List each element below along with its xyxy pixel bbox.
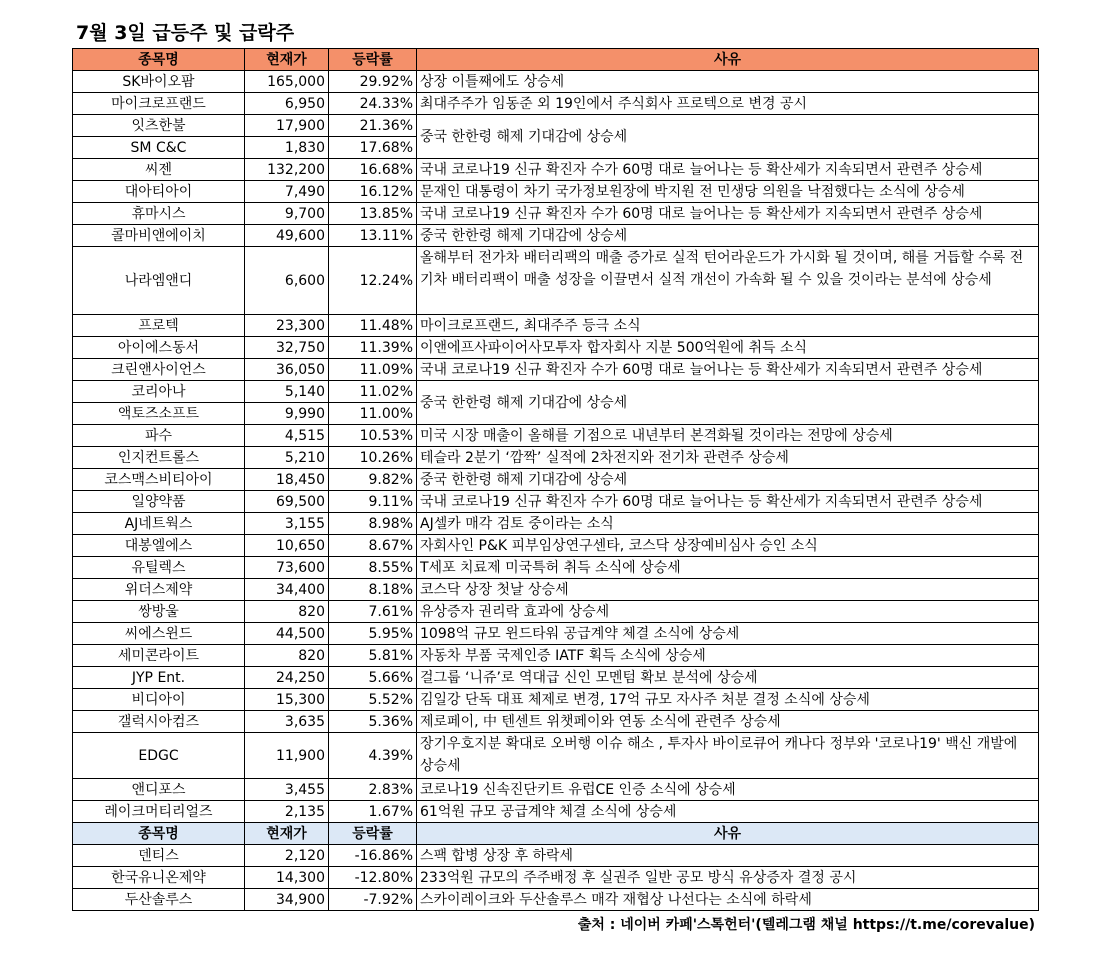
stock-price: 36,050	[245, 359, 329, 381]
stock-name: SK바이오팜	[73, 71, 245, 93]
stock-change: 13.11%	[329, 225, 417, 247]
stock-price: 3,635	[245, 711, 329, 733]
table-row	[73, 359, 1039, 381]
stock-reason: T세포 치료제 미국특허 취득 소식에 상승세	[417, 557, 1039, 579]
stock-change: 16.12%	[329, 181, 417, 203]
table-row	[73, 733, 1039, 779]
table-row	[73, 159, 1039, 181]
stock-name: 대아티아이	[73, 181, 245, 203]
stock-reason: 자회사인 P&K 피부임상연구센타, 코스닥 상장예비심사 승인 소식	[417, 535, 1039, 557]
table-row	[73, 645, 1039, 667]
table-row	[73, 425, 1039, 447]
stock-price: 15,300	[245, 689, 329, 711]
stock-reason: 김일강 단독 대표 체제로 변경, 17억 규모 자사주 처분 결정 소식에 상승세	[417, 689, 1039, 711]
header-name: 종목명	[73, 49, 245, 71]
stock-change: 5.95%	[329, 623, 417, 645]
stock-name: 코리아나	[73, 381, 245, 403]
stock-price: 3,155	[245, 513, 329, 535]
table-row	[73, 513, 1039, 535]
stock-name: 세미콘라이트	[73, 645, 245, 667]
stock-name: 인지컨트롤스	[73, 447, 245, 469]
stock-change: 12.24%	[329, 247, 417, 315]
stock-reason: 중국 한한령 해제 기대감에 상승세	[417, 381, 1039, 425]
stock-change: 11.00%	[329, 403, 417, 425]
stock-name: 한국유니온제약	[73, 867, 245, 889]
stock-change: 5.36%	[329, 711, 417, 733]
header-price: 현재가	[245, 49, 329, 71]
stock-name: 액토즈소프트	[73, 403, 245, 425]
stock-price: 9,700	[245, 203, 329, 225]
stock-reason: 걸그룹 ‘니쥬’로 역대급 신인 모멘텀 확보 분석에 상승세	[417, 667, 1039, 689]
stock-price: 44,500	[245, 623, 329, 645]
table-row	[73, 689, 1039, 711]
stock-price: 69,500	[245, 491, 329, 513]
stock-price: 5,210	[245, 447, 329, 469]
stock-reason: 마이크로프랜드, 최대주주 등극 소식	[417, 315, 1039, 337]
table-row	[73, 889, 1039, 911]
header-change: 등락률	[329, 49, 417, 71]
table-row	[73, 447, 1039, 469]
stock-price: 34,900	[245, 889, 329, 911]
stock-change: 24.33%	[329, 93, 417, 115]
stock-price: 24,250	[245, 667, 329, 689]
stock-price: 6,600	[245, 247, 329, 315]
stock-reason: 제로페이, 中 텐센트 위챗페이와 연동 소식에 관련주 상승세	[417, 711, 1039, 733]
stock-price: 3,455	[245, 779, 329, 801]
stock-name: 일양약품	[73, 491, 245, 513]
stock-change: 9.82%	[329, 469, 417, 491]
stock-change: 17.68%	[329, 137, 417, 159]
stock-price: 32,750	[245, 337, 329, 359]
table-row	[73, 667, 1039, 689]
table-row	[73, 779, 1039, 801]
stock-change: 10.53%	[329, 425, 417, 447]
stock-change: 11.39%	[329, 337, 417, 359]
stock-price: 2,120	[245, 845, 329, 867]
stock-change: 2.83%	[329, 779, 417, 801]
stock-change: 8.67%	[329, 535, 417, 557]
table-row	[73, 93, 1039, 115]
stock-change: 11.09%	[329, 359, 417, 381]
stock-reason: 유상증자 권리락 효과에 상승세	[417, 601, 1039, 623]
page-title: 7월 3일 급등주 및 급락주	[76, 22, 295, 44]
stock-change: 5.81%	[329, 645, 417, 667]
stock-price: 5,140	[245, 381, 329, 403]
table-row	[73, 711, 1039, 733]
stock-reason: 올해부터 전가차 배터리팩의 매출 증가로 실적 턴어라운드가 가시화 될 것이며, 해를 거듭할 수록 전기차 배터리팩이 매출 성장을 이끌면서 실적 개선이 가속화 될 수 있을 것이라는 분석에 상승세	[417, 247, 1039, 315]
stock-change: 7.61%	[329, 601, 417, 623]
stock-reason: 국내 코로나19 신규 확진자 수가 60명 대로 늘어나는 등 확산세가 지속되면서 관련주 상승세	[417, 159, 1039, 181]
stock-change: -12.80%	[329, 867, 417, 889]
table-row	[73, 579, 1039, 601]
stock-name: 씨젠	[73, 159, 245, 181]
stock-price: 10,650	[245, 535, 329, 557]
losers-header-row	[73, 823, 1039, 845]
table-row	[73, 203, 1039, 225]
table-row	[73, 623, 1039, 645]
gainers-header-row	[73, 49, 1039, 71]
stock-price: 73,600	[245, 557, 329, 579]
stock-reason: 중국 한한령 해제 기대감에 상승세	[417, 225, 1039, 247]
stock-name: 잇츠한불	[73, 115, 245, 137]
table-row	[73, 867, 1039, 889]
stock-price: 18,450	[245, 469, 329, 491]
stock-price: 11,900	[245, 733, 329, 779]
stock-reason: 문재인 대통령이 차기 국가정보원장에 박지원 전 민생당 의원을 낙점했다는 소식에 상승세	[417, 181, 1039, 203]
stock-change: -16.86%	[329, 845, 417, 867]
stock-reason: 장기우호지분 확대로 오버행 이슈 해소 , 투자사 바이로큐어 캐나다 정부와 '코로나19' 백신 개발에 상승세	[417, 733, 1039, 779]
stock-change: 10.26%	[329, 447, 417, 469]
stock-name: 위더스제약	[73, 579, 245, 601]
stock-reason: AJ셀카 매각 검토 중이라는 소식	[417, 513, 1039, 535]
stock-name: 앤디포스	[73, 779, 245, 801]
stock-change: 5.66%	[329, 667, 417, 689]
table-row	[73, 225, 1039, 247]
table-row	[73, 469, 1039, 491]
table-row	[73, 557, 1039, 579]
stock-reason: 상장 이틀째에도 상승세	[417, 71, 1039, 93]
stock-reason: 미국 시장 매출이 올해를 기점으로 내년부터 본격화될 것이라는 전망에 상승세	[417, 425, 1039, 447]
stock-name: 갤럭시아컴즈	[73, 711, 245, 733]
table-row	[73, 181, 1039, 203]
stock-name: 휴마시스	[73, 203, 245, 225]
table-row	[73, 601, 1039, 623]
stock-name: 두산솔루스	[73, 889, 245, 911]
stock-change: -7.92%	[329, 889, 417, 911]
table-row	[73, 535, 1039, 557]
stock-price: 34,400	[245, 579, 329, 601]
stock-reason: 스카이레이크와 두산솔루스 매각 재협상 나선다는 소식에 하락세	[417, 889, 1039, 911]
stock-reason: 국내 코로나19 신규 확진자 수가 60명 대로 늘어나는 등 확산세가 지속되면서 관련주 상승세	[417, 491, 1039, 513]
stock-price: 23,300	[245, 315, 329, 337]
stock-name: AJ네트웍스	[73, 513, 245, 535]
stock-price: 49,600	[245, 225, 329, 247]
stock-name: 나라엠앤디	[73, 247, 245, 315]
table-row	[73, 315, 1039, 337]
stock-reason: 233억원 규모의 주주배정 후 실권주 일반 공모 방식 유상증자 결정 공시	[417, 867, 1039, 889]
stock-price: 165,000	[245, 71, 329, 93]
stock-name: SM C&C	[73, 137, 245, 159]
stock-price: 4,515	[245, 425, 329, 447]
stock-reason: 스팩 합병 상장 후 하락세	[417, 845, 1039, 867]
stock-change: 13.85%	[329, 203, 417, 225]
stock-name: 코스맥스비티아이	[73, 469, 245, 491]
stock-change: 16.68%	[329, 159, 417, 181]
stock-name: JYP Ent.	[73, 667, 245, 689]
stock-reason: 이앤에프사파이어사모투자 합자회사 지분 500억원에 취득 소식	[417, 337, 1039, 359]
stock-change: 21.36%	[329, 115, 417, 137]
stock-price: 1,830	[245, 137, 329, 159]
stock-price: 132,200	[245, 159, 329, 181]
stock-name: 프로텍	[73, 315, 245, 337]
stock-price: 7,490	[245, 181, 329, 203]
stock-change: 8.18%	[329, 579, 417, 601]
stock-reason: 코스닥 상장 첫날 상승세	[417, 579, 1039, 601]
stock-price: 820	[245, 601, 329, 623]
stock-reason: 1098억 규모 윈드타워 공급계약 체결 소식에 상승세	[417, 623, 1039, 645]
stock-change: 8.55%	[329, 557, 417, 579]
header-name: 종목명	[73, 823, 245, 845]
stock-price: 17,900	[245, 115, 329, 137]
stock-table	[72, 48, 1039, 911]
stock-change: 11.02%	[329, 381, 417, 403]
stock-price: 14,300	[245, 867, 329, 889]
table-row	[73, 115, 1039, 137]
stock-price: 2,135	[245, 801, 329, 823]
header-reason: 사유	[417, 823, 1039, 845]
stock-reason: 자동차 부품 국제인증 IATF 획득 소식에 상승세	[417, 645, 1039, 667]
stock-change: 9.11%	[329, 491, 417, 513]
stock-reason: 국내 코로나19 신규 확진자 수가 60명 대로 늘어나는 등 확산세가 지속되면서 관련주 상승세	[417, 203, 1039, 225]
stock-change: 5.52%	[329, 689, 417, 711]
stock-name: 레이크머티리얼즈	[73, 801, 245, 823]
stock-name: 마이크로프랜드	[73, 93, 245, 115]
stock-name: 크린앤사이언스	[73, 359, 245, 381]
stock-name: 덴티스	[73, 845, 245, 867]
header-reason: 사유	[417, 49, 1039, 71]
stock-change: 1.67%	[329, 801, 417, 823]
stock-price: 6,950	[245, 93, 329, 115]
stock-name: 씨에스윈드	[73, 623, 245, 645]
table-row	[73, 801, 1039, 823]
stock-reason: 중국 한한령 해제 기대감에 상승세	[417, 469, 1039, 491]
stock-name: 비디아이	[73, 689, 245, 711]
header-change: 등락률	[329, 823, 417, 845]
stock-price: 9,990	[245, 403, 329, 425]
stock-name: EDGC	[73, 733, 245, 779]
stock-change: 11.48%	[329, 315, 417, 337]
table-row	[73, 247, 1039, 315]
table-row	[73, 381, 1039, 403]
stock-reason: 최대주주가 임동준 외 19인에서 주식회사 프로텍으로 변경 공시	[417, 93, 1039, 115]
stock-change: 4.39%	[329, 733, 417, 779]
table-row	[73, 71, 1039, 93]
stock-name: 파수	[73, 425, 245, 447]
stock-change: 29.92%	[329, 71, 417, 93]
stock-reason: 국내 코로나19 신규 확진자 수가 60명 대로 늘어나는 등 확산세가 지속되면서 관련주 상승세	[417, 359, 1039, 381]
stock-name: 유틸렉스	[73, 557, 245, 579]
table-row	[73, 491, 1039, 513]
stock-price: 820	[245, 645, 329, 667]
stock-reason: 중국 한한령 해제 기대감에 상승세	[417, 115, 1039, 159]
stock-name: 쌍방울	[73, 601, 245, 623]
stock-name: 대봉엘에스	[73, 535, 245, 557]
stock-reason: 테슬라 2분기 ‘깜짝’ 실적에 2차전지와 전기차 관련주 상승세	[417, 447, 1039, 469]
stock-name: 아이에스동서	[73, 337, 245, 359]
stock-change: 8.98%	[329, 513, 417, 535]
table-row	[73, 845, 1039, 867]
stock-name: 콜마비앤에이치	[73, 225, 245, 247]
stock-reason: 61억원 규모 공급계약 체결 소식에 상승세	[417, 801, 1039, 823]
table-row	[73, 337, 1039, 359]
source-note: 출처 : 네이버 카페'스톡헌터'(텔레그램 채널 https://t.me/corevalue)	[577, 917, 1035, 933]
stock-reason: 코로나19 신속진단키트 유럽CE 인증 소식에 상승세	[417, 779, 1039, 801]
header-price: 현재가	[245, 823, 329, 845]
